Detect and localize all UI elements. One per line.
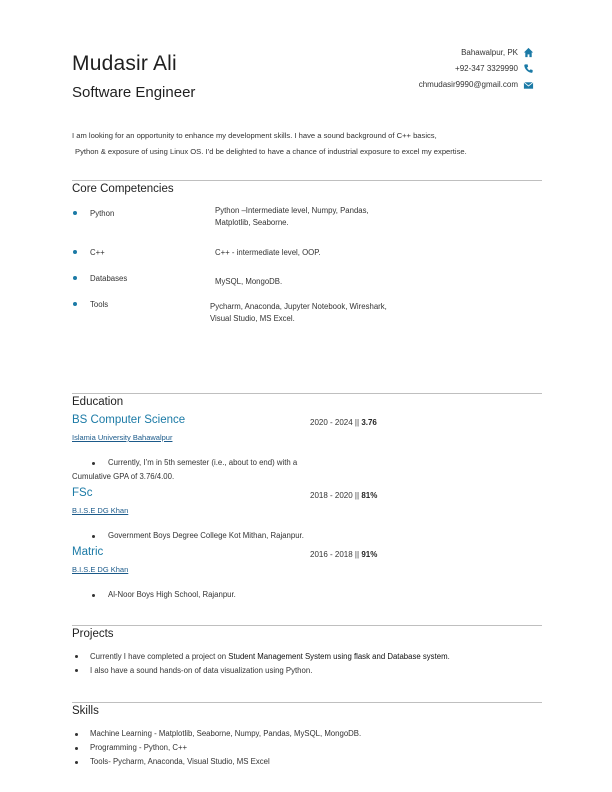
- education-note: Currently, I’m in 5th semester (i.e., about to end) with a: [108, 458, 298, 467]
- section-title-competencies: Core Competencies: [72, 183, 174, 195]
- competency-label: Python: [90, 209, 115, 218]
- bullet: [75, 761, 78, 764]
- school-link[interactable]: B.I.S.E DG Khan: [72, 565, 129, 574]
- section-divider: [72, 702, 542, 703]
- summary-line-1: I am looking for an opportunity to enhance my development skills. I have a sound background of C++ basics,: [72, 131, 437, 140]
- contact-location: Bahawalpur, PK: [461, 48, 518, 57]
- competency-desc-line: Visual Studio, MS Excel.: [210, 314, 295, 323]
- competency-desc-line: Matplotlib, Seaborne.: [215, 218, 289, 227]
- bullet: [75, 655, 78, 658]
- degree-title: Matric: [72, 546, 104, 558]
- home-icon: [523, 47, 534, 58]
- job-title: Software Engineer: [72, 84, 196, 101]
- competency-label: Tools: [90, 300, 109, 309]
- bullet: [92, 535, 95, 538]
- education-note: Al-Noor Boys High School, Rajanpur.: [108, 590, 236, 599]
- section-title-projects: Projects: [72, 628, 114, 640]
- competency-desc-line: Pycharm, Anaconda, Jupyter Notebook, Wireshark,: [210, 302, 387, 311]
- school-link[interactable]: B.I.S.E DG Khan: [72, 506, 129, 515]
- degree-title: FSc: [72, 487, 93, 499]
- project-item: [90, 652, 450, 661]
- competency-label: Databases: [90, 274, 128, 283]
- degree-years: [310, 418, 377, 427]
- candidate-name: Mudasir Ali: [72, 52, 177, 75]
- competency-desc-line: Python –Intermediate level, Numpy, Pandas,: [215, 206, 369, 215]
- section-divider: [72, 180, 542, 181]
- score: 91%: [361, 550, 378, 559]
- education-note: Cumulative GPA of 3.76/4.00.: [72, 472, 175, 481]
- skill-item: Machine Learning - Matplotlib, Seaborne, Numpy, Pandas, MySQL, MongoDB.: [90, 729, 362, 738]
- years-text: 2016 - 2018 ||: [310, 550, 362, 559]
- project-text: .: [447, 652, 450, 661]
- bullet: [92, 594, 95, 597]
- bullet: [73, 276, 77, 280]
- years-text: 2020 - 2024 ||: [310, 418, 362, 427]
- competency-desc: [215, 276, 282, 288]
- bullet: [73, 211, 77, 215]
- degree-years: [310, 491, 377, 500]
- skill-item: Programming - Python, C++: [90, 743, 188, 752]
- section-title-education: Education: [72, 396, 124, 408]
- skill-item: Tools- Pycharm, Anaconda, Visual Studio, MS Excel: [90, 757, 270, 766]
- email-icon: [523, 80, 534, 91]
- education-note: Government Boys Degree College Kot Mithan, Rajanpur.: [108, 531, 304, 540]
- competency-desc-line: MySQL, MongoDB.: [215, 277, 283, 286]
- bullet: [75, 747, 78, 750]
- degree-years: [310, 550, 377, 559]
- summary-line-2: Python & exposure of using Linux OS. I’d be delighted to have a chance of industrial exposure to excel my expertise.: [75, 147, 467, 156]
- bullet: [75, 669, 78, 672]
- bullet: [92, 462, 95, 465]
- competency-desc: [215, 205, 369, 229]
- section-title-skills: Skills: [72, 705, 99, 717]
- score: 3.76: [361, 418, 377, 427]
- summary: [72, 128, 552, 160]
- score: 81%: [361, 491, 378, 500]
- contact-email[interactable]: chmudasir9990@gmail.com: [418, 80, 518, 89]
- contact-phone: +92-347 3329990: [455, 64, 518, 73]
- competency-label: C++: [90, 248, 105, 257]
- project-text: Currently I have completed a project on: [90, 652, 229, 661]
- competency-desc-line: C++ - intermediate level, OOP.: [215, 248, 321, 257]
- phone-icon: [523, 63, 534, 74]
- section-divider: [72, 625, 542, 626]
- project-name: Student Management System using flask and Database system: [228, 652, 448, 661]
- project-item: I also have a sound hands-on of data visualization using Python.: [90, 666, 313, 675]
- years-text: 2018 - 2020 ||: [310, 491, 362, 500]
- bullet: [75, 733, 78, 736]
- competency-desc: [210, 301, 387, 325]
- bullet: [73, 302, 77, 306]
- section-divider: [72, 393, 542, 394]
- school-link[interactable]: Islamia University Bahawalpur: [72, 433, 173, 442]
- competency-desc: [215, 247, 321, 259]
- bullet: [73, 250, 77, 254]
- degree-title: BS Computer Science: [72, 414, 186, 426]
